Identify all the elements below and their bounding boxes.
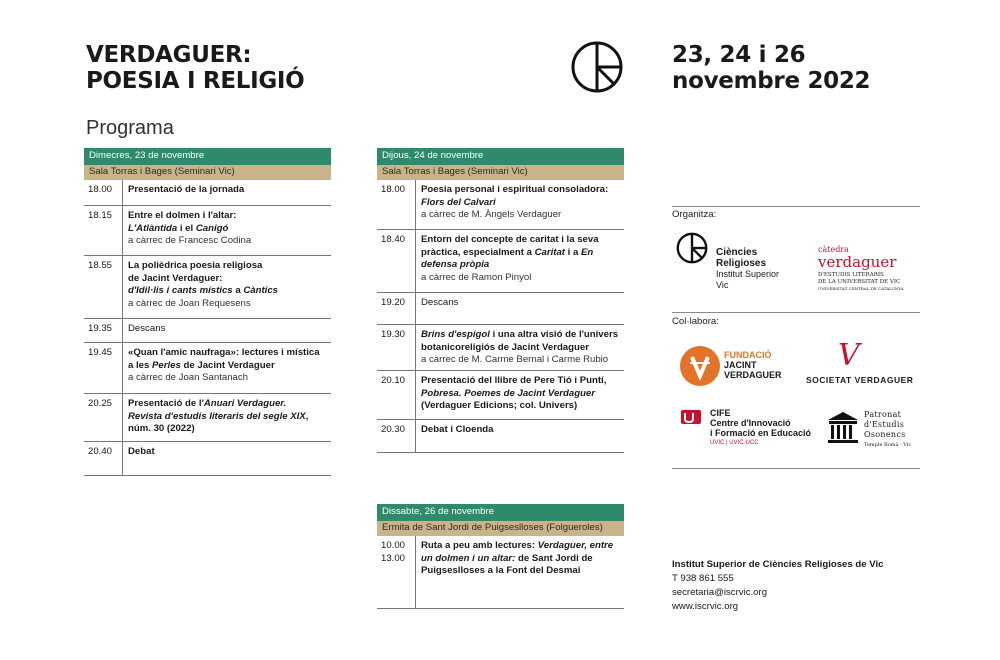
day-1-schedule (84, 148, 331, 476)
fundacio-name: FUNDACIÓ (724, 350, 772, 360)
row-title: pràctica, especialment a (421, 246, 535, 258)
patronat-name: d'Estudis (864, 420, 905, 429)
catedra-line: DE LA UNIVERSITAT DE VIC (818, 279, 901, 285)
row-title: a les (128, 359, 153, 371)
organitza-label: Organitza: (672, 209, 717, 220)
title-line-1: VERDAGUER: (86, 42, 252, 68)
row-time: 18.40 (381, 234, 406, 245)
row-title: a (232, 285, 244, 296)
schedule-row (84, 256, 331, 319)
row-title: núm. 30 (2022) (128, 423, 195, 434)
row-title-italic: En (580, 246, 594, 258)
row-time: 20.30 (381, 424, 406, 435)
phone: T 938 861 555 (672, 573, 734, 584)
iscr-org (716, 247, 779, 291)
event-title (86, 42, 304, 94)
row-time: 18.00 (381, 184, 406, 195)
row-time: 18.15 (88, 210, 113, 221)
row-title: Debat (128, 446, 155, 457)
row-time: 19.20 (381, 297, 406, 308)
schedule-row (84, 343, 331, 394)
institution-name: Institut Superior de Ciències Religioses de Vic (672, 559, 884, 570)
day-3-venue: Ermita de Sant Jordi de Puigseslloses (Folgueroles) (377, 521, 624, 536)
row-time: 19.30 (381, 329, 406, 340)
row-title-italic: d'Idil·lis i cants místics (128, 285, 233, 296)
row-time: 19.45 (88, 347, 113, 358)
row-title: , (305, 410, 309, 422)
row-title: de Jacint Verdaguer: (128, 272, 223, 284)
row-time: 10.00 (381, 540, 406, 551)
contact-info (672, 558, 883, 614)
patronat-name: Osonencs (864, 430, 906, 439)
row-title: i una altra visió de l'univers (489, 329, 619, 340)
row-title-italic: L'Atlàntida (128, 222, 178, 234)
dates-line-2: novembre 2022 (672, 68, 871, 94)
patronat-sub: Temple Romà · Vic (864, 442, 912, 448)
row-speaker: a càrrec de Joan Requesens (128, 297, 251, 309)
row-title: Entorn del concepte de caritat i la seva (421, 234, 599, 245)
fundacio-name: VERDAGUER (724, 370, 782, 380)
societat-name: SOCIETAT VERDAGUER (806, 375, 914, 385)
row-title: «Quan l'amic naufraga»: lectures i mística (128, 347, 320, 358)
schedule-row (84, 319, 331, 343)
row-title: botanicoreligiós de Jacint Verdaguer (421, 341, 589, 353)
catedra-logo (818, 244, 904, 292)
row-time: 20.25 (88, 398, 113, 409)
iscr-logo-icon (570, 40, 624, 94)
schedule-row (84, 206, 331, 256)
schedule-row (377, 420, 624, 453)
day-3-header: Dissabte, 26 de novembre (377, 504, 624, 521)
row-title-italic: Brins d'espígol (421, 329, 490, 340)
row-break: Descans (415, 293, 624, 324)
row-time: 18.55 (88, 260, 113, 271)
day-1-venue: Sala Torras i Bages (Seminari Vic) (84, 165, 331, 180)
row-title: Entre el dolmen i l'altar: (128, 210, 237, 221)
row-title: Presentació del llibre de Pere Tió i Puntí, (421, 375, 607, 386)
day-1-header: Dimecres, 23 de novembre (84, 148, 331, 165)
iscr-name: Ciències (716, 247, 758, 258)
iscr-sub: Institut Superior (716, 269, 780, 279)
row-time: 20.40 (88, 446, 113, 457)
societat-logo-icon: V (838, 338, 860, 373)
cife-name: CIFE (710, 408, 731, 418)
fundacio-org (724, 350, 782, 380)
fundacio-name: JACINT (724, 360, 757, 370)
row-title: Ruta a peu amb lectures: (421, 540, 538, 551)
row-title-italic: defensa pròpia (421, 259, 490, 270)
cife-name: Centre d'Innovació (710, 418, 791, 428)
row-title-italic: un dolmen i un altar: (421, 552, 516, 564)
row-title-italic: Perles (152, 359, 181, 371)
row-break: Descans (122, 319, 331, 342)
uvic-logo-icon (681, 410, 701, 424)
row-title-italic: Pobresa. Poemes de Jacint Verdaguer (421, 387, 596, 399)
day-2-header: Dijous, 24 de novembre (377, 148, 624, 165)
email-link[interactable]: secretaria@iscrvic.org (672, 587, 768, 598)
schedule-row (377, 180, 624, 230)
programa-heading: Programa (86, 117, 174, 139)
row-title: Presentació de l' (128, 398, 204, 409)
row-title-italic: Canigó (195, 222, 229, 234)
divider (672, 468, 920, 469)
row-speaker: a càrrec de Ramon Pinyol (421, 271, 532, 283)
cife-name: i Formació en Educació (710, 428, 812, 438)
schedule-row (377, 536, 624, 609)
dates-line-1: 23, 24 i 26 (672, 42, 806, 68)
row-title-italic: Càntics (243, 285, 278, 296)
iscr-name: Religioses (716, 258, 767, 269)
day-2-schedule (377, 148, 624, 453)
cife-org (710, 408, 811, 448)
row-title-italic: Flors del Calvari (421, 196, 496, 208)
row-title-italic: Caritat (534, 246, 565, 258)
day-2-venue: Sala Torras i Bages (Seminari Vic) (377, 165, 624, 180)
catedra-small: càtedra (818, 245, 849, 254)
schedule-row (84, 442, 331, 476)
schedule-row (377, 293, 624, 325)
patronat-org (864, 410, 911, 450)
row-speaker: a càrrec de M. Àngels Verdaguer (421, 209, 562, 220)
title-line-2: POESIA I RELIGIÓ (86, 68, 305, 94)
divider (672, 312, 920, 313)
patronat-name: Patronat (864, 410, 902, 419)
row-title: (Verdaguer Edicions; col. Univers) (421, 400, 578, 411)
cife-sub: UVIC | UVIC·UCC (710, 440, 759, 446)
catedra-line: D'ESTUDIS LITERARIS (818, 272, 884, 278)
iscr-small-logo-icon (676, 232, 708, 264)
row-title-italic: Anuari Verdaguer. (203, 398, 287, 409)
row-time: 13.00 (381, 552, 406, 564)
row-title: de Sant Jordi de (515, 552, 593, 564)
row-title: La polièdrica poesia religiosa (128, 260, 263, 271)
row-speaker: a càrrec de Francesc Codina (128, 235, 252, 246)
iscr-sub: Vic (716, 280, 729, 290)
row-title: de Jacint Verdaguer (180, 359, 275, 371)
row-title: Debat i Cloenda (421, 424, 494, 435)
row-speaker: a càrrec de Joan Santanach (128, 372, 249, 383)
row-speaker: a càrrec de M. Carme Bernal i Carme Rubio (421, 354, 609, 365)
row-time: 18.00 (88, 184, 113, 195)
catedra-line: UNIVERSITAT CENTRAL DE CATALUNYA (818, 286, 904, 291)
collabora-label: Col·labora: (672, 316, 719, 327)
schedule-row (84, 394, 331, 442)
event-dates (672, 42, 870, 94)
row-time: 19.35 (88, 323, 113, 334)
schedule-row (84, 180, 331, 206)
fundacio-logo-icon (680, 346, 720, 386)
row-time: 20.10 (381, 375, 406, 386)
row-title: i a (564, 246, 581, 258)
row-title-italic: Revista d'estudis literaris del segle XIX (128, 410, 306, 422)
schedule-row (377, 371, 624, 420)
patronat-temple-icon (826, 410, 860, 444)
row-title: Presentació de la jornada (128, 184, 245, 195)
schedule-row (377, 230, 624, 293)
row-title: i el (177, 222, 196, 234)
day-3-schedule (377, 504, 624, 609)
website-link[interactable]: www.iscrvic.org (672, 601, 739, 612)
divider (672, 206, 920, 207)
row-title: Puigseslloses a la Font del Desmai (421, 565, 581, 576)
schedule-row (377, 325, 624, 371)
catedra-big: verdaguer (818, 253, 897, 271)
row-title-italic: Verdaguer, entre (537, 540, 614, 551)
row-title: Poesia personal i espiritual consoladora: (421, 184, 609, 195)
